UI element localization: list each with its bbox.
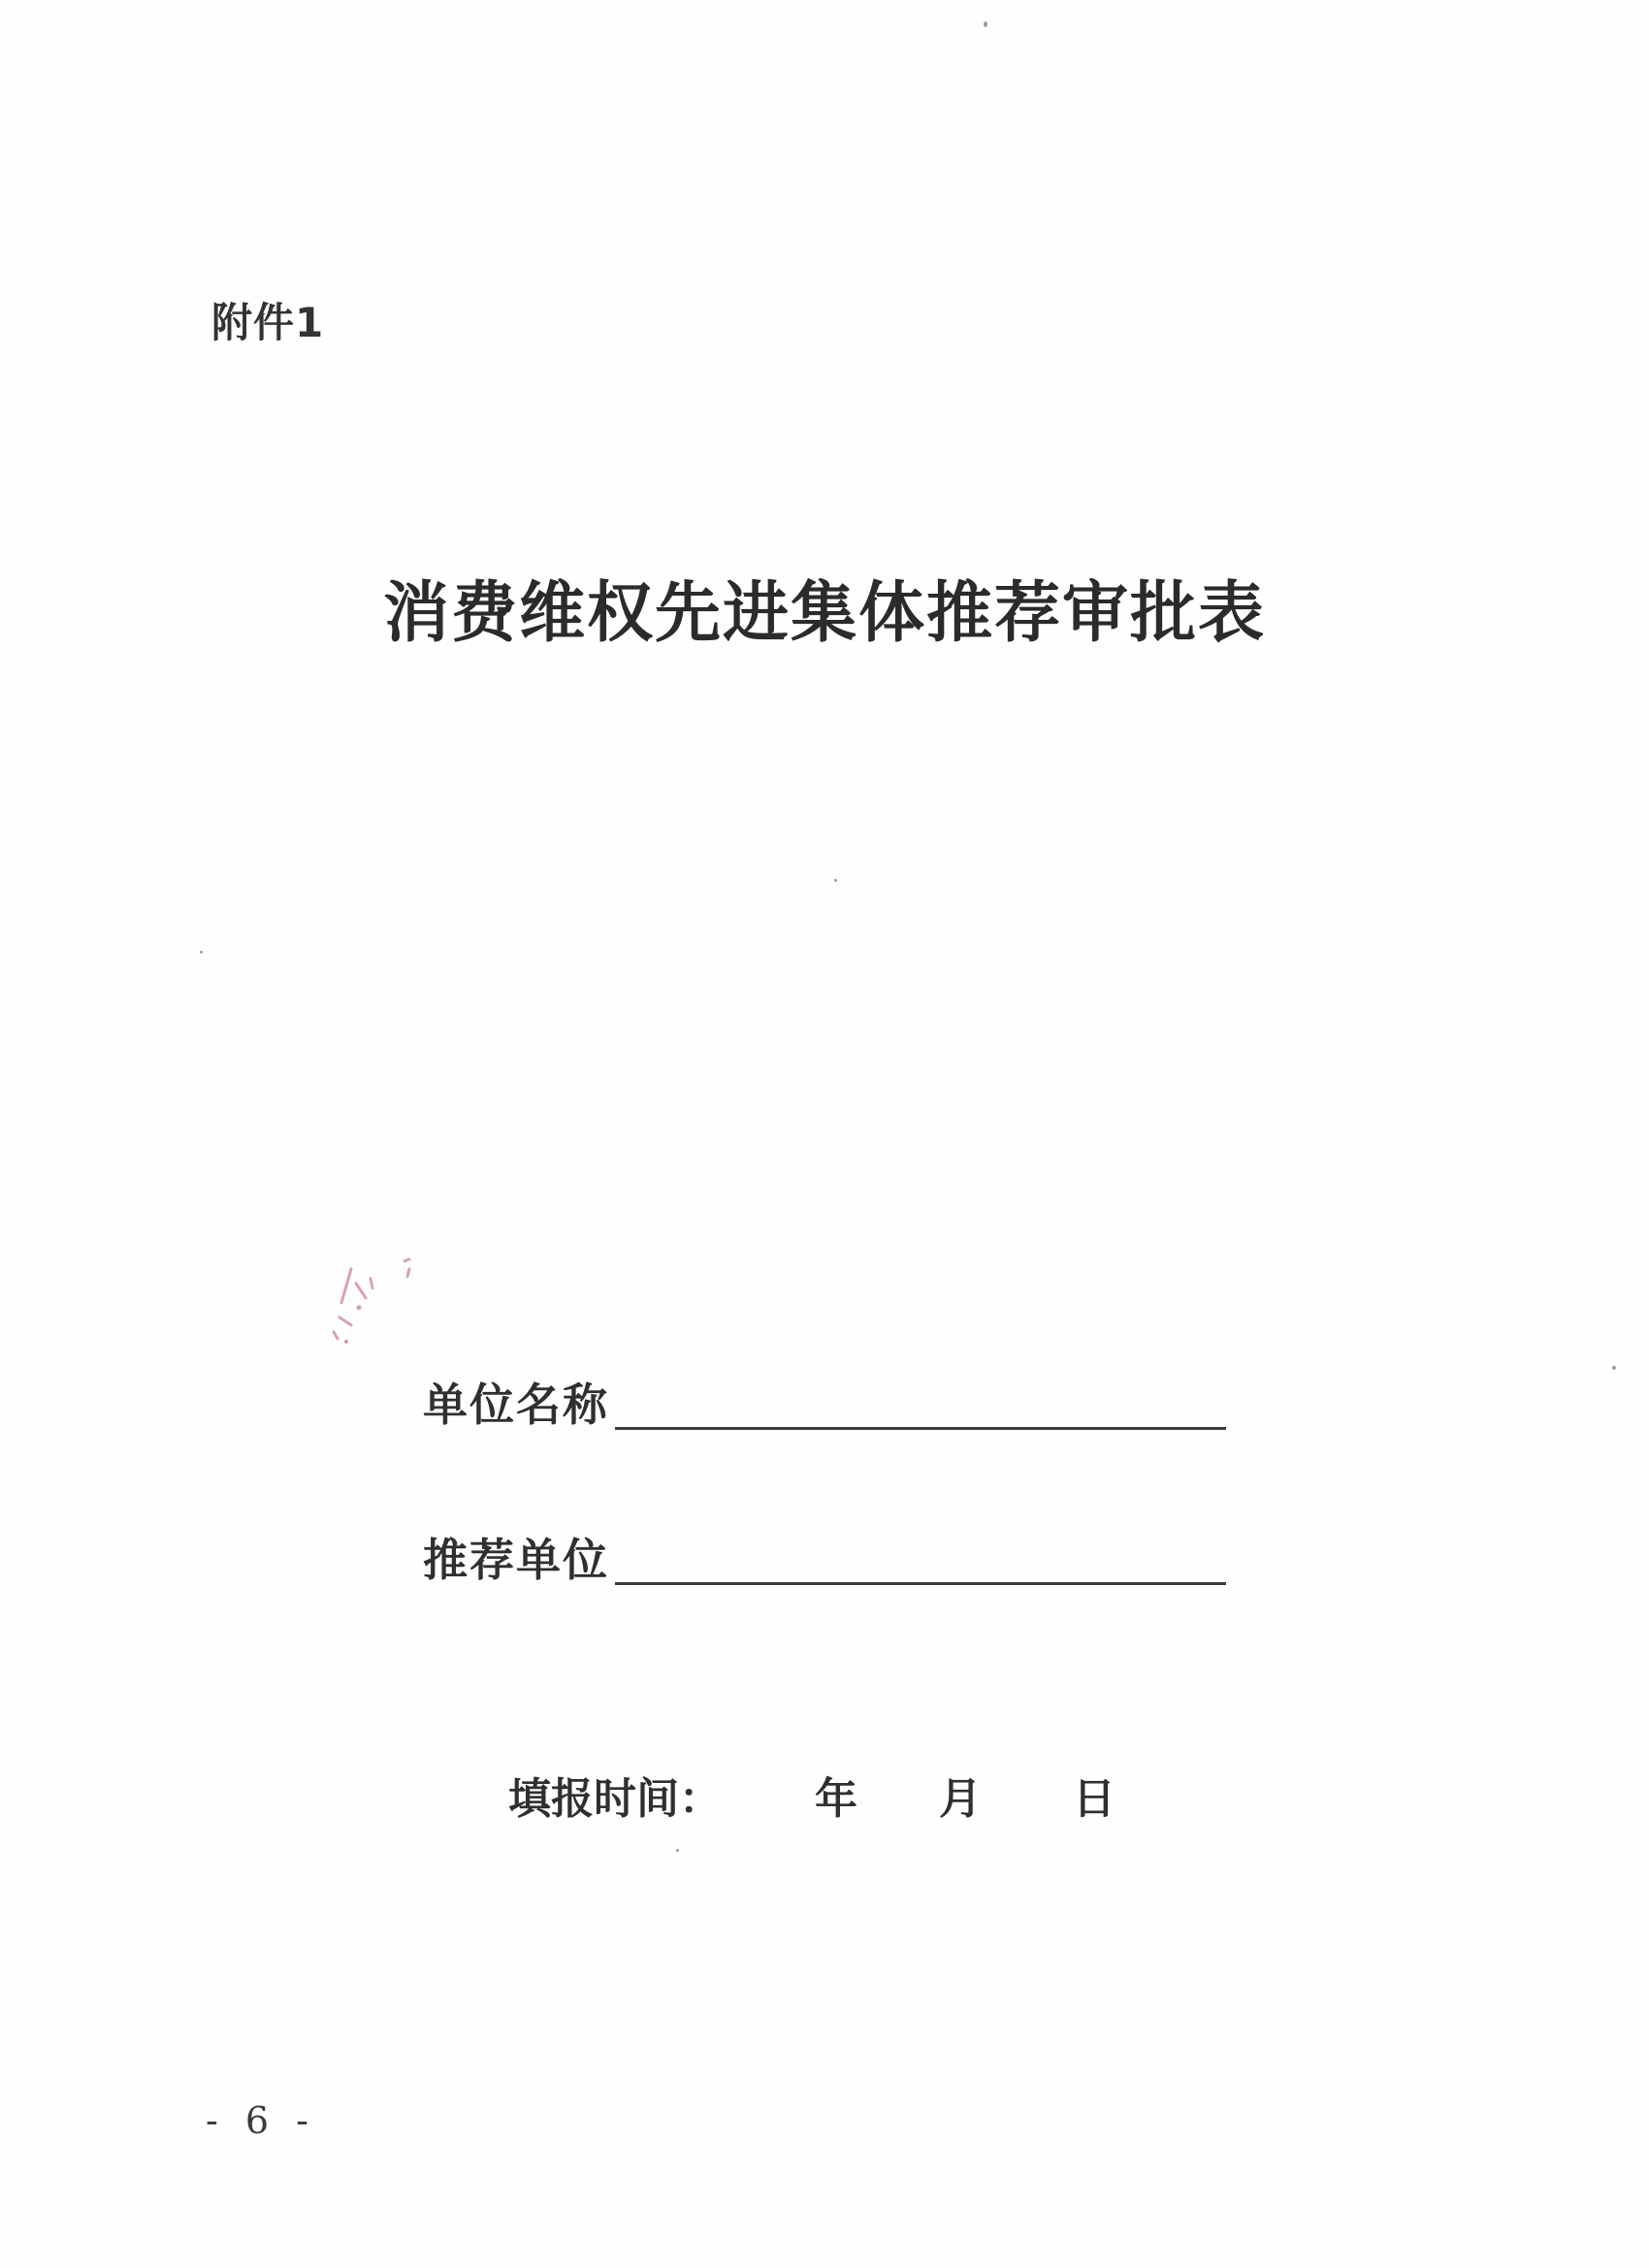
recommending-unit-blank-line[interactable] [615, 1582, 1226, 1585]
scan-speck [676, 1849, 679, 1852]
fill-date-row [508, 1764, 1116, 1826]
faint-stamp-mark [312, 1249, 429, 1356]
unit-name-blank-line[interactable] [615, 1427, 1226, 1430]
scan-speck [984, 21, 987, 27]
year-label: 年 [815, 1774, 857, 1824]
fill-date-label: 填报时间： [508, 1774, 722, 1824]
attachment-label: 附件1 [211, 299, 325, 346]
month-label: 月 [939, 1774, 982, 1824]
recommending-unit-field[interactable] [423, 1531, 1226, 1589]
day-label: 日 [1073, 1774, 1116, 1824]
scan-speck [834, 879, 837, 882]
scan-speck [1612, 1366, 1616, 1370]
unit-name-field[interactable] [423, 1376, 1226, 1434]
unit-name-label: 单位名称 [423, 1378, 609, 1431]
recommending-unit-label: 推荐单位 [423, 1534, 609, 1586]
page-title: 消费维权先进集体推荐审批表 [382, 574, 1266, 652]
page-number: - 6 - [206, 2099, 317, 2142]
scan-speck [200, 951, 203, 954]
